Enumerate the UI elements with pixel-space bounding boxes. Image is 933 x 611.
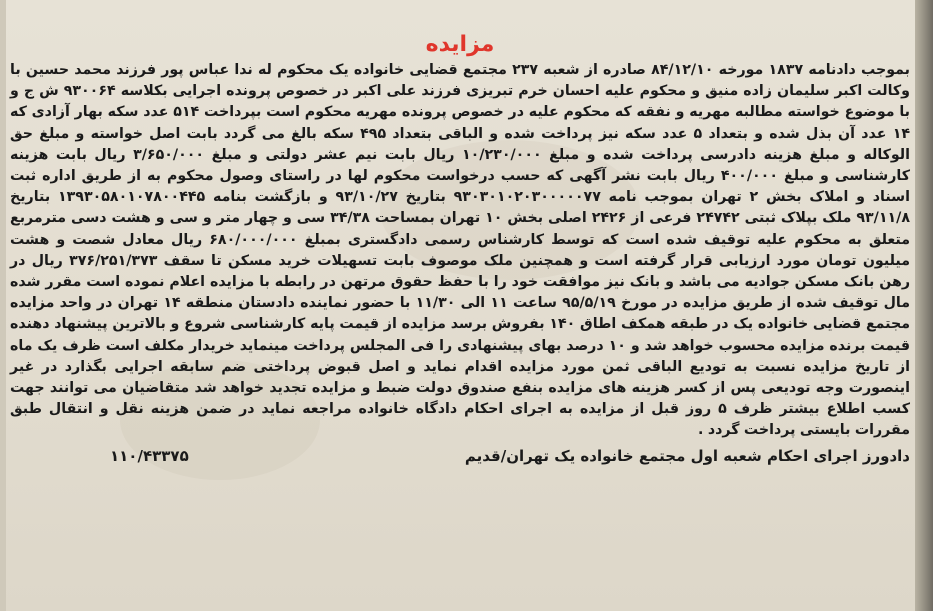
notice-title: مزایده [425, 32, 495, 57]
notice-code: ۱۱۰/۴۳۳۷۵ [110, 446, 189, 465]
paper-edge-right [915, 0, 933, 611]
notice-body: بموجب دادنامه ۱۸۳۷ مورخه ۸۴/۱۲/۱۰ صادره از شعبه ۲۳۷ مجتمع قضایی خانواده یک محکوم له ندا عباس پور فرزند محمد حسین با وکالت اکبر سلیمان زاده منیق و محکوم علیه احسان خرم تبریزی فرزند علی اکبر در خصوص پرونده اجرایی بکلاسه ۹۳۰۰۶۴ ش ج و با موضوع خواسته مطالبه مهریه و نفقه که محکوم علیه در خصوص پرونده مهریه محکوم است بپرداخت ۵۱۴ عدد سکه بهار آزادی که ۱۴ عدد آن بذل شده و بتعداد ۵ عدد سکه نیز پرداخت شده و الباقی بتعداد ۴۹۵ سکه بالغ می گردد بابت اصل خواسته و مبلغ حق الوکاله و مبلغ هزینه دادرسی پرداخت شده و مبلغ ۱۰/۲۳۰/۰۰۰ ریال بابت نیم عشر دولتی و مبلغ ۳/۶۵۰/۰۰۰ ریال بابت هزینه کارشناسی و مبلغ ۴۰۰/۰۰۰ ریال بابت نشر آگهی که حسب درخواست محکوم لها در راستای وصول محکوم به از طریق اداره ثبت اسناد و املاک بخش ۲ تهران بموجب نامه ۹۳۰۳۰۱۰۲۰۳۰۰۰۰۰۷۷ بتاریخ ۹۳/۱۰/۲۷ و بازگشت بنامه ۱۳۹۳۰۵۸۰۱۰۷۸۰۰۴۴۵ بتاریخ ۹۳/۱۱/۸ ملک بپلاک ثبتی ۲۴۷۴۲ فرعی از ۲۴۲۶ اصلی بخش ۱۰ تهران بمساحت ۳۴/۳۸ سی و چهار متر و سی و هشت دسی مترمربع متعلق به محکوم علیه توقیف شده است که توسط کارشناس رسمی دادگستری بمبلغ ۶۸۰/۰۰۰/۰۰۰ ریال معادل شصت و هشت میلیون تومان مورد ارزیابی قرار گرفته است و همچنین ملک موصوف بابت تسهیلات خرید مسکن تا سقف ۳۷۶/۲۵۱/۳۷۳ ریال در رهن بانک مسکن جوادیه می باشد و بانک نیز موافقت خود را با حفظ حقوق مرتهن در رابطه با مزایده اعلام نموده است مقرر شده مال توقیف شده از طریق مزایده در مورخ ۹۵/۵/۱۹ ساعت ۱۱ الی ۱۱/۳۰ با حضور نماینده دادستان منطقه ۱۴ تهران در واحد مزایده مجتمع قضایی خانواده یک در طبقه همکف اطاق ۱۴۰ بفروش برسد مزایده از قیمت پایه کارشناسی شروع و بالاترین پیشنهاد دهنده قیمت برنده مزایده محسوب خواهد شد و ۱۰ درصد بهای پیشنهادی را فی المجلس پرداخت مینماید خریدار مکلف است ظرف یک ماه از تاریخ مزایده نسبت به تودیع الباقی ثمن مورد مزایده اقدام نماید و اصل قبوض پرداختی ضم سابقه اجرایی بگذارد در غیر اینصورت وجه تودیعی پس از کسر هزینه های مزایده بنفع صندوق دولت ضبط و مزایده تجدید خواهد شد متقاضیان می توانند جهت کسب اطلاع بیشتر ظرف ۵ روز قبل از مزایده به اجرای احکام دادگاه خانواده مراجعه نماید در ضمن هزینه نقل و انتقال طبق مقررات بایستی پرداخت گردد . [10, 62, 911, 439]
auction-notice [10, 30, 910, 468]
paper-edge-left [0, 0, 6, 611]
notice-footer [10, 444, 910, 468]
notice-signature: دادورز اجرای احکام شعبه اول مجتمع خانواده یک تهران/قدیم [464, 446, 910, 465]
